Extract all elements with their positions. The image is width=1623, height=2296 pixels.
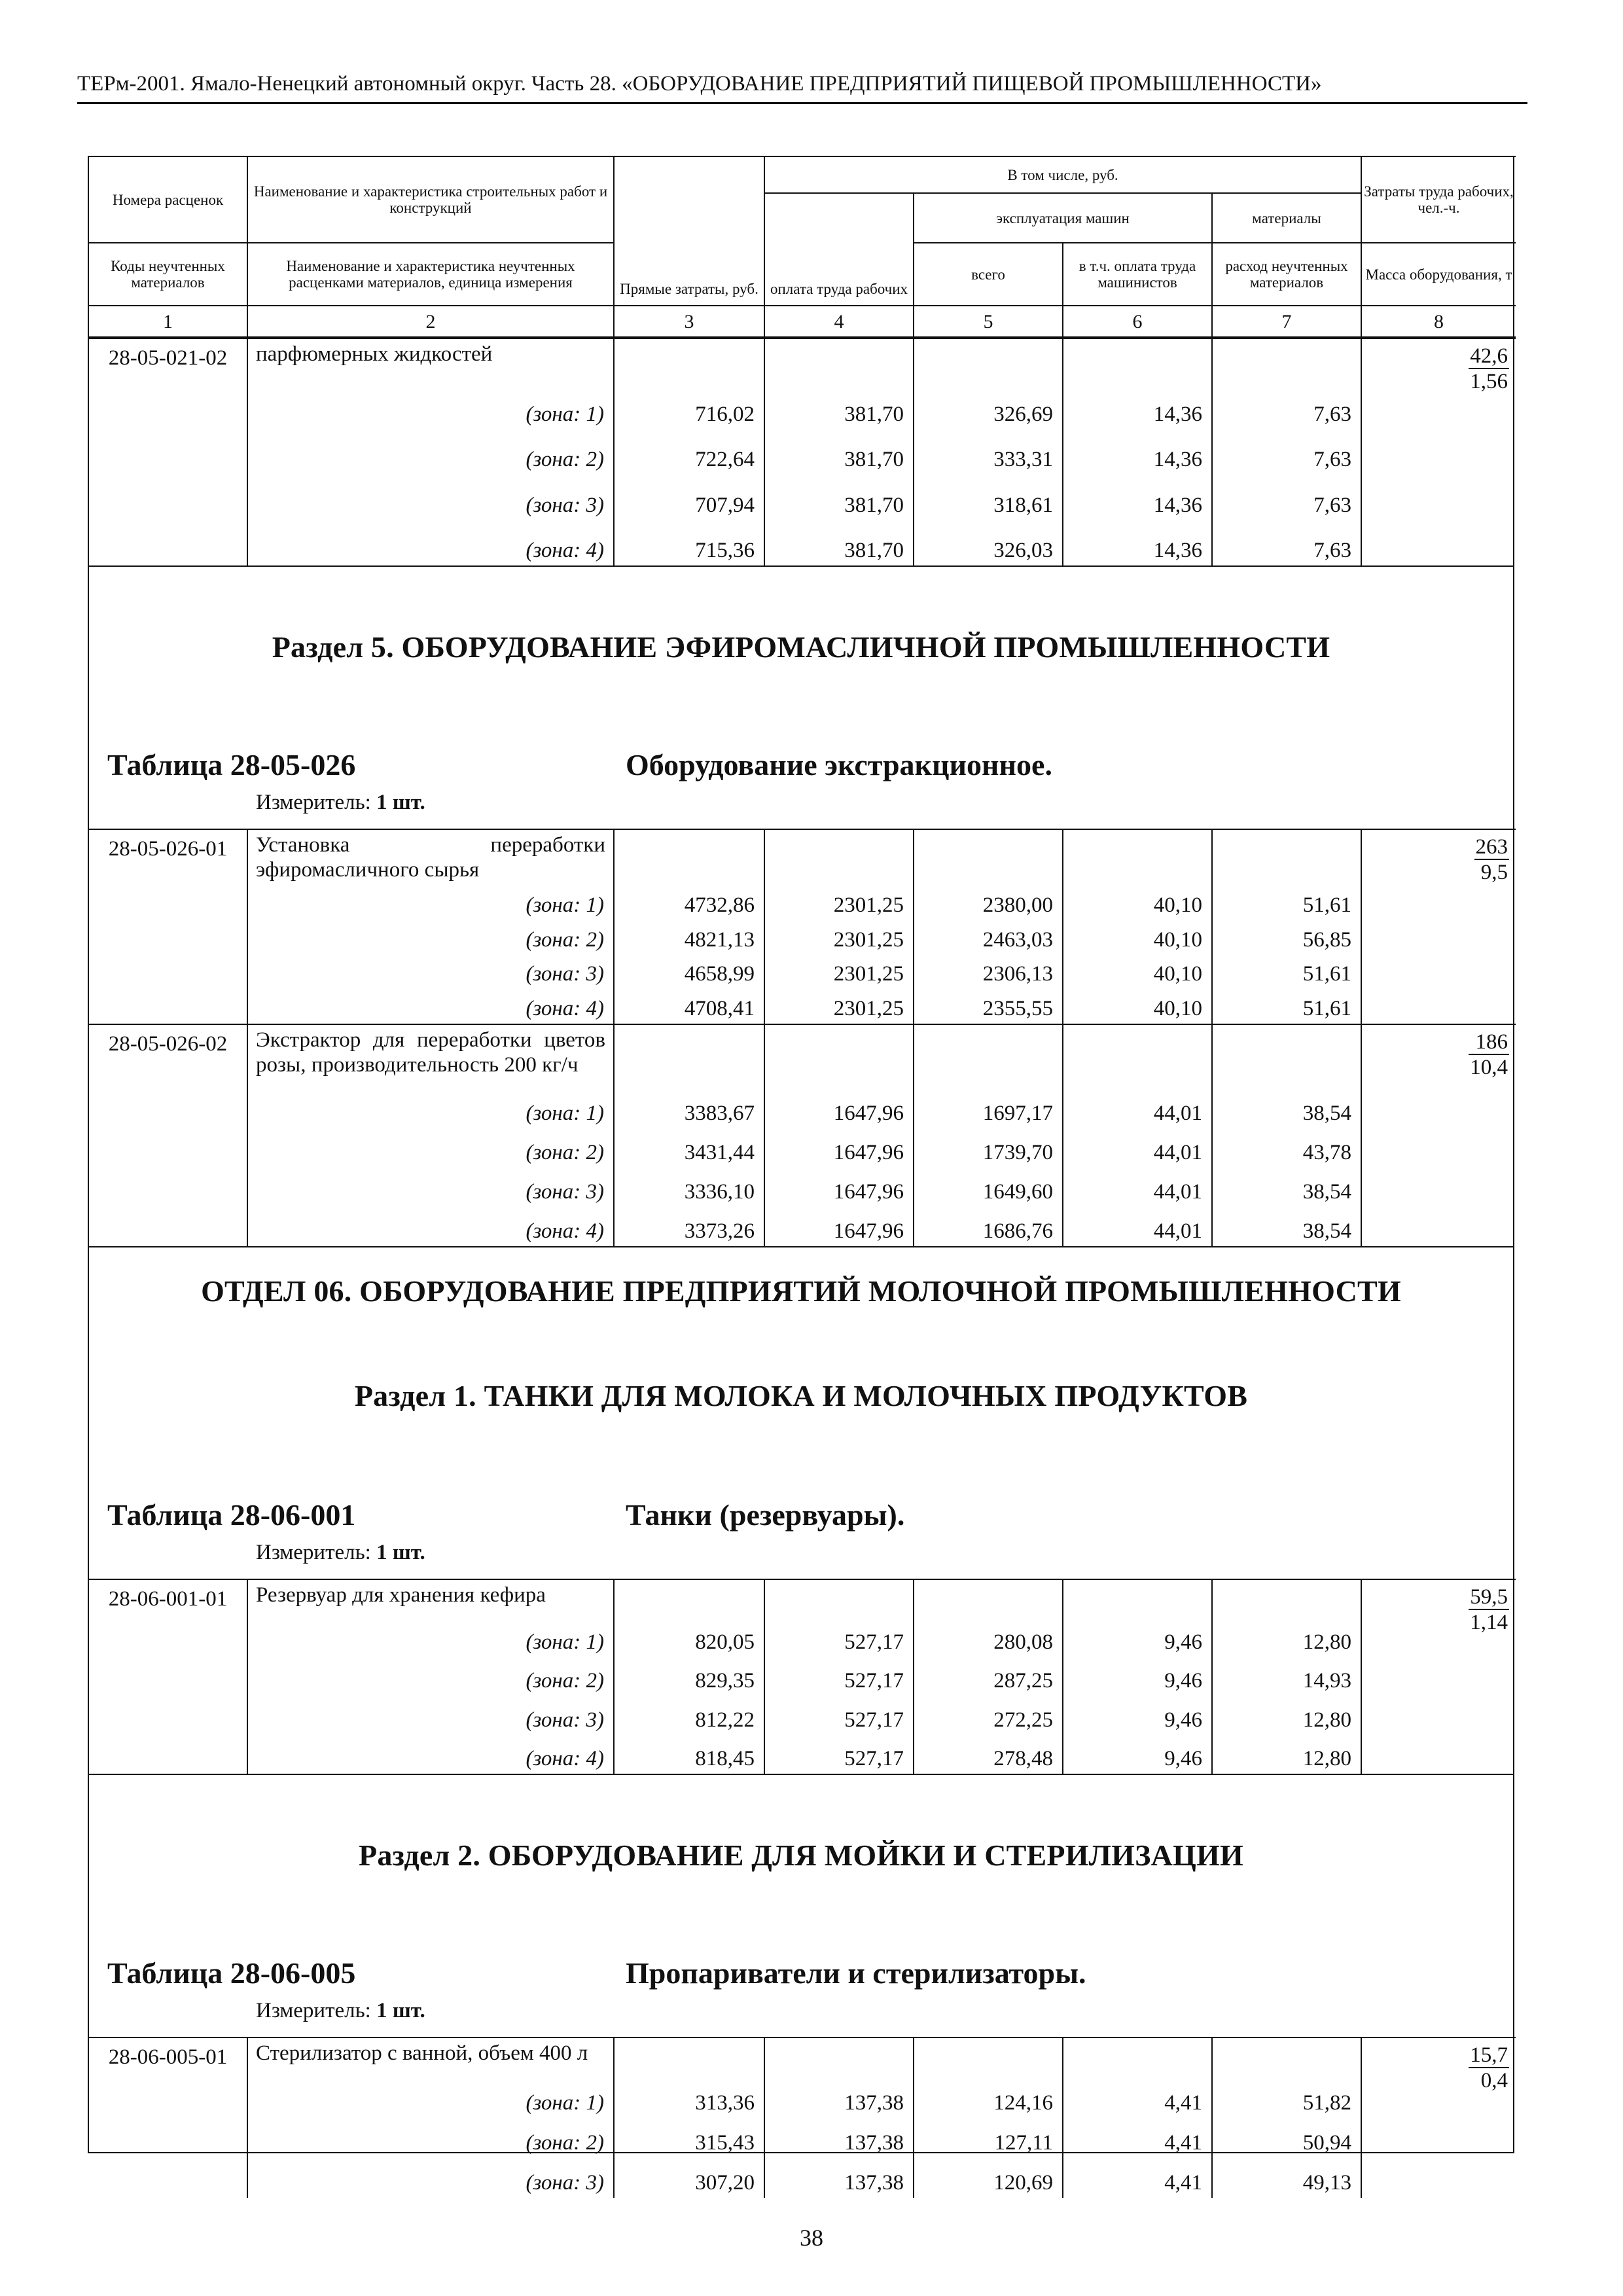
zone-label: (зона: 2): [247, 2118, 614, 2158]
zone-label: (зона: 1): [247, 886, 614, 920]
machine-cost: 2355,55: [914, 989, 1063, 1024]
machine-cost: 127,11: [914, 2118, 1063, 2158]
materials-cost: 43,78: [1212, 1128, 1361, 1168]
table-number: Таблица 28-06-001: [107, 1498, 356, 1532]
zone-row: [89, 1088, 1516, 1128]
header-col2-top: Наименование и характеристика строительных работ и конструкций: [247, 156, 614, 243]
labor-mass-cell: [1361, 829, 1516, 1024]
zone-row: [89, 520, 1516, 565]
zone-label: (зона: 3): [247, 475, 614, 520]
col-num: 6: [1063, 306, 1212, 337]
materials-cost: 49,13: [1212, 2158, 1361, 2198]
header-col2-bottom: Наименование и характеристика неучтенных расценками материалов, единица измерения: [247, 243, 614, 306]
section-heading-block: [89, 565, 1513, 829]
table-title: Танки (резервуары).: [626, 1498, 905, 1532]
header-materials: материалы: [1212, 193, 1361, 243]
machinist-wage: 9,46: [1063, 1657, 1212, 1696]
machine-cost: 1649,60: [914, 1168, 1063, 1207]
machine-cost: 278,48: [914, 1735, 1063, 1774]
zone-label: (зона: 3): [247, 1696, 614, 1734]
worker-wage: 381,70: [764, 384, 914, 429]
worker-wage: 137,38: [764, 2158, 914, 2198]
zone-label: (зона: 2): [247, 429, 614, 475]
work-name: Резервуар для хранения кефира: [247, 1579, 614, 1618]
rate-header-row: [89, 829, 1516, 886]
materials-cost: 51,82: [1212, 2077, 1361, 2117]
zone-label: (зона: 1): [247, 1088, 614, 1128]
zone-label: (зона: 2): [247, 920, 614, 955]
machinist-wage: 14,36: [1063, 520, 1212, 565]
labor-mass-cell: [1361, 1579, 1516, 1774]
section-title: Раздел 5. ОБОРУДОВАНИЕ ЭФИРОМАСЛИЧНОЙ ПРОМЫШЛЕННОСТИ: [272, 630, 1330, 664]
machine-cost: 1686,76: [914, 1207, 1063, 1246]
worker-wage: 527,17: [764, 1735, 914, 1774]
rate-header-row: [89, 2037, 1516, 2077]
table-title: Оборудование экстракционное.: [626, 748, 1052, 781]
machinist-wage: 44,01: [1063, 1128, 1212, 1168]
section-title: Раздел 2. ОБОРУДОВАНИЕ ДЛЯ МОЙКИ И СТЕРИЛИЗАЦИИ: [359, 1839, 1243, 1872]
materials-cost: 7,63: [1212, 429, 1361, 475]
zone-row: [89, 1696, 1516, 1734]
machinist-wage: 40,10: [1063, 989, 1212, 1024]
materials-cost: 38,54: [1212, 1168, 1361, 1207]
worker-wage: 527,17: [764, 1696, 914, 1734]
machine-cost: 318,61: [914, 475, 1063, 520]
machine-cost: 2380,00: [914, 886, 1063, 920]
machinist-wage: 44,01: [1063, 1088, 1212, 1128]
zone-label: (зона: 4): [247, 520, 614, 565]
header-col7: расход неучтенных материалов: [1212, 243, 1361, 306]
materials-cost: 56,85: [1212, 920, 1361, 955]
direct-cost: 3336,10: [614, 1168, 764, 1207]
section-heading-block: [89, 1246, 1513, 1579]
section-heading-block: [89, 1774, 1513, 2037]
materials-cost: 38,54: [1212, 1207, 1361, 1246]
materials-cost: 12,80: [1212, 1735, 1361, 1774]
worker-wage: 381,70: [764, 429, 914, 475]
machinist-wage: 14,36: [1063, 384, 1212, 429]
zone-label: (зона: 3): [247, 1168, 614, 1207]
zone-row: [89, 1128, 1516, 1168]
header-col4: оплата труда рабочих: [764, 193, 914, 306]
worker-wage: 2301,25: [764, 886, 914, 920]
worker-wage: 2301,25: [764, 920, 914, 955]
unit-label: Измеритель:: [256, 1999, 371, 2022]
header-group: В том числе, руб.: [764, 156, 1361, 193]
rate-code: 28-05-026-02: [89, 1024, 247, 1246]
col-num: 7: [1212, 306, 1361, 337]
price-table: [88, 156, 1514, 2195]
materials-cost: 51,61: [1212, 886, 1361, 920]
materials-cost: 7,63: [1212, 520, 1361, 565]
rate-block-28-06-005-01: [89, 2037, 1516, 2198]
rate-header-row: [89, 1579, 1516, 1618]
machinist-wage: 14,36: [1063, 475, 1212, 520]
table-title: Пропариватели и стерилизаторы.: [626, 1956, 1086, 1990]
zone-row: [89, 2118, 1516, 2158]
unit-line: [256, 791, 425, 815]
header-col6: в т.ч. оплата труда машинистов: [1063, 243, 1212, 306]
materials-cost: 50,94: [1212, 2118, 1361, 2158]
zone-label: (зона: 1): [247, 2077, 614, 2117]
zone-row: [89, 955, 1516, 990]
direct-cost: 3431,44: [614, 1128, 764, 1168]
materials-cost: 14,93: [1212, 1657, 1361, 1696]
labor-cost: 15,7: [1470, 2043, 1508, 2067]
labor-cost: 186: [1469, 1030, 1509, 1055]
col-num: 1: [89, 306, 247, 337]
materials-cost: 12,80: [1212, 1618, 1361, 1657]
machinist-wage: 40,10: [1063, 920, 1212, 955]
col-num: 4: [764, 306, 914, 337]
direct-cost: 3383,67: [614, 1088, 764, 1128]
zone-label: (зона: 1): [247, 1618, 614, 1657]
direct-cost: 315,43: [614, 2118, 764, 2158]
machine-cost: 280,08: [914, 1618, 1063, 1657]
machinist-wage: 44,01: [1063, 1168, 1212, 1207]
rate-block-28-05-021-02: [89, 338, 1516, 565]
direct-cost: 4658,99: [614, 955, 764, 990]
rate-code: 28-05-021-02: [89, 338, 247, 565]
worker-wage: 137,38: [764, 2077, 914, 2117]
zone-row: [89, 2077, 1516, 2117]
running-header: ТЕРм-2001. Ямало-Ненецкий автономный округ. Часть 28. «ОБОРУДОВАНИЕ ПРЕДПРИЯТИЙ ПИЩЕВОЙ ПРОМЫШЛЕННОСТИ»: [77, 71, 1527, 104]
rate-code: 28-06-001-01: [89, 1579, 247, 1774]
zone-row: [89, 1207, 1516, 1246]
machinist-wage: 9,46: [1063, 1735, 1212, 1774]
machine-cost: 326,69: [914, 384, 1063, 429]
labor-mass-cell: [1361, 1024, 1516, 1246]
labor-mass-cell: [1361, 338, 1516, 565]
machinist-wage: 4,41: [1063, 2158, 1212, 2198]
machine-cost: 333,31: [914, 429, 1063, 475]
equipment-mass: 9,5: [1480, 861, 1508, 884]
machine-cost: 287,25: [914, 1657, 1063, 1696]
machine-cost: 1739,70: [914, 1128, 1063, 1168]
header-col8-top: Затраты труда рабочих, чел.-ч.: [1361, 156, 1516, 243]
unit-value: 1 шт.: [376, 1541, 425, 1564]
col-num: 3: [614, 306, 764, 337]
worker-wage: 527,17: [764, 1657, 914, 1696]
worker-wage: 1647,96: [764, 1168, 914, 1207]
work-name: Установка переработки эфиромасличного сырья: [247, 829, 614, 886]
zone-label: (зона: 1): [247, 384, 614, 429]
machine-cost: 1697,17: [914, 1088, 1063, 1128]
labor-mass-cell: [1361, 2037, 1516, 2198]
rate-block-28-05-026-01: [89, 829, 1516, 1024]
equipment-mass: 1,56: [1470, 370, 1508, 393]
work-name: Экстрактор для переработки цветов розы, производительность 200 кг/ч: [247, 1024, 614, 1088]
materials-cost: 7,63: [1212, 384, 1361, 429]
rate-block-28-05-026-02: [89, 1024, 1516, 1246]
direct-cost: 829,35: [614, 1657, 764, 1696]
col-num: 5: [914, 306, 1063, 337]
zone-label: (зона: 4): [247, 1207, 614, 1246]
materials-cost: 7,63: [1212, 475, 1361, 520]
direct-cost: 820,05: [614, 1618, 764, 1657]
materials-cost: 12,80: [1212, 1696, 1361, 1734]
table-number: Таблица 28-05-026: [107, 748, 356, 781]
zone-label: (зона: 4): [247, 1735, 614, 1774]
materials-cost: 38,54: [1212, 1088, 1361, 1128]
zone-row: [89, 429, 1516, 475]
equipment-mass: 10,4: [1470, 1056, 1508, 1079]
header-col3: Прямые затраты, руб.: [614, 156, 764, 306]
direct-cost: 812,22: [614, 1696, 764, 1734]
zone-label: (зона: 4): [247, 989, 614, 1024]
direct-cost: 4708,41: [614, 989, 764, 1024]
zone-row: [89, 1168, 1516, 1207]
zone-row: [89, 989, 1516, 1024]
rate-code: 28-05-026-01: [89, 829, 247, 1024]
header-col1-top: Номера расценок: [89, 156, 247, 243]
zone-row: [89, 1618, 1516, 1657]
machine-cost: 120,69: [914, 2158, 1063, 2198]
equipment-mass: 0,4: [1480, 2069, 1508, 2092]
worker-wage: 2301,25: [764, 955, 914, 990]
direct-cost: 4732,86: [614, 886, 764, 920]
unit-label: Измеритель:: [256, 1541, 371, 1564]
zone-label: (зона: 2): [247, 1657, 614, 1696]
section-title: Раздел 1. ТАНКИ ДЛЯ МОЛОКА И МОЛОЧНЫХ ПРОДУКТОВ: [354, 1379, 1248, 1412]
zone-row: [89, 1735, 1516, 1774]
machine-cost: 2306,13: [914, 955, 1063, 990]
table-header: [89, 156, 1516, 338]
zone-row: [89, 475, 1516, 520]
worker-wage: 381,70: [764, 475, 914, 520]
rate-block-28-06-001-01: [89, 1579, 1516, 1774]
materials-cost: 51,61: [1212, 989, 1361, 1024]
rate-code: 28-06-005-01: [89, 2037, 247, 2198]
machine-cost: 326,03: [914, 520, 1063, 565]
machine-cost: 272,25: [914, 1696, 1063, 1734]
zone-row: [89, 1657, 1516, 1696]
worker-wage: 1647,96: [764, 1088, 914, 1128]
page-number: 38: [800, 2225, 823, 2251]
worker-wage: 1647,96: [764, 1207, 914, 1246]
zone-row: [89, 384, 1516, 429]
direct-cost: 715,36: [614, 520, 764, 565]
unit-value: 1 шт.: [376, 1999, 425, 2022]
header-machines: эксплуатация машин: [914, 193, 1212, 243]
equipment-mass: 1,14: [1470, 1611, 1508, 1634]
header-col8-bottom: Масса оборудования, т: [1361, 243, 1516, 306]
direct-cost: 307,20: [614, 2158, 764, 2198]
direct-cost: 722,64: [614, 429, 764, 475]
zone-row: [89, 2158, 1516, 2198]
machinist-wage: 4,41: [1063, 2077, 1212, 2117]
column-numbers: [89, 306, 1516, 337]
direct-cost: 707,94: [614, 475, 764, 520]
worker-wage: 381,70: [764, 520, 914, 565]
unit-label: Измеритель:: [256, 791, 371, 814]
header-col5: всего: [914, 243, 1063, 306]
work-name: Стерилизатор с ванной, объем 400 л: [247, 2037, 614, 2077]
table-number: Таблица 28-06-005: [107, 1956, 356, 1990]
unit-line: [256, 1541, 425, 1565]
zone-label: (зона: 3): [247, 2158, 614, 2198]
unit-line: [256, 1999, 425, 2023]
worker-wage: 2301,25: [764, 989, 914, 1024]
worker-wage: 527,17: [764, 1618, 914, 1657]
zone-label: (зона: 2): [247, 1128, 614, 1168]
machine-cost: 124,16: [914, 2077, 1063, 2117]
direct-cost: 313,36: [614, 2077, 764, 2117]
rate-header-row: [89, 338, 1516, 384]
direct-cost: 716,02: [614, 384, 764, 429]
machinist-wage: 14,36: [1063, 429, 1212, 475]
worker-wage: 137,38: [764, 2118, 914, 2158]
machinist-wage: 44,01: [1063, 1207, 1212, 1246]
zone-label: (зона: 3): [247, 955, 614, 990]
worker-wage: 1647,96: [764, 1128, 914, 1168]
header-col1-bottom: Коды неучтенных материалов: [89, 243, 247, 306]
machinist-wage: 9,46: [1063, 1696, 1212, 1734]
machinist-wage: 40,10: [1063, 955, 1212, 990]
department-title: ОТДЕЛ 06. ОБОРУДОВАНИЕ ПРЕДПРИЯТИЙ МОЛОЧНОЙ ПРОМЫШЛЕННОСТИ: [201, 1274, 1401, 1308]
machinist-wage: 4,41: [1063, 2118, 1212, 2158]
zone-row: [89, 920, 1516, 955]
machine-cost: 2463,03: [914, 920, 1063, 955]
zone-row: [89, 886, 1516, 920]
col-num: 8: [1361, 306, 1516, 337]
machinist-wage: 9,46: [1063, 1618, 1212, 1657]
labor-cost: 42,6: [1470, 344, 1508, 368]
col-num: 2: [247, 306, 614, 337]
materials-cost: 51,61: [1212, 955, 1361, 990]
unit-value: 1 шт.: [376, 791, 425, 814]
machinist-wage: 40,10: [1063, 886, 1212, 920]
direct-cost: 3373,26: [614, 1207, 764, 1246]
labor-cost: 263: [1475, 835, 1508, 859]
labor-cost: 59,5: [1470, 1585, 1508, 1609]
direct-cost: 4821,13: [614, 920, 764, 955]
direct-cost: 818,45: [614, 1735, 764, 1774]
work-name: парфюмерных жидкостей: [247, 338, 614, 384]
rate-header-row: [89, 1024, 1516, 1088]
